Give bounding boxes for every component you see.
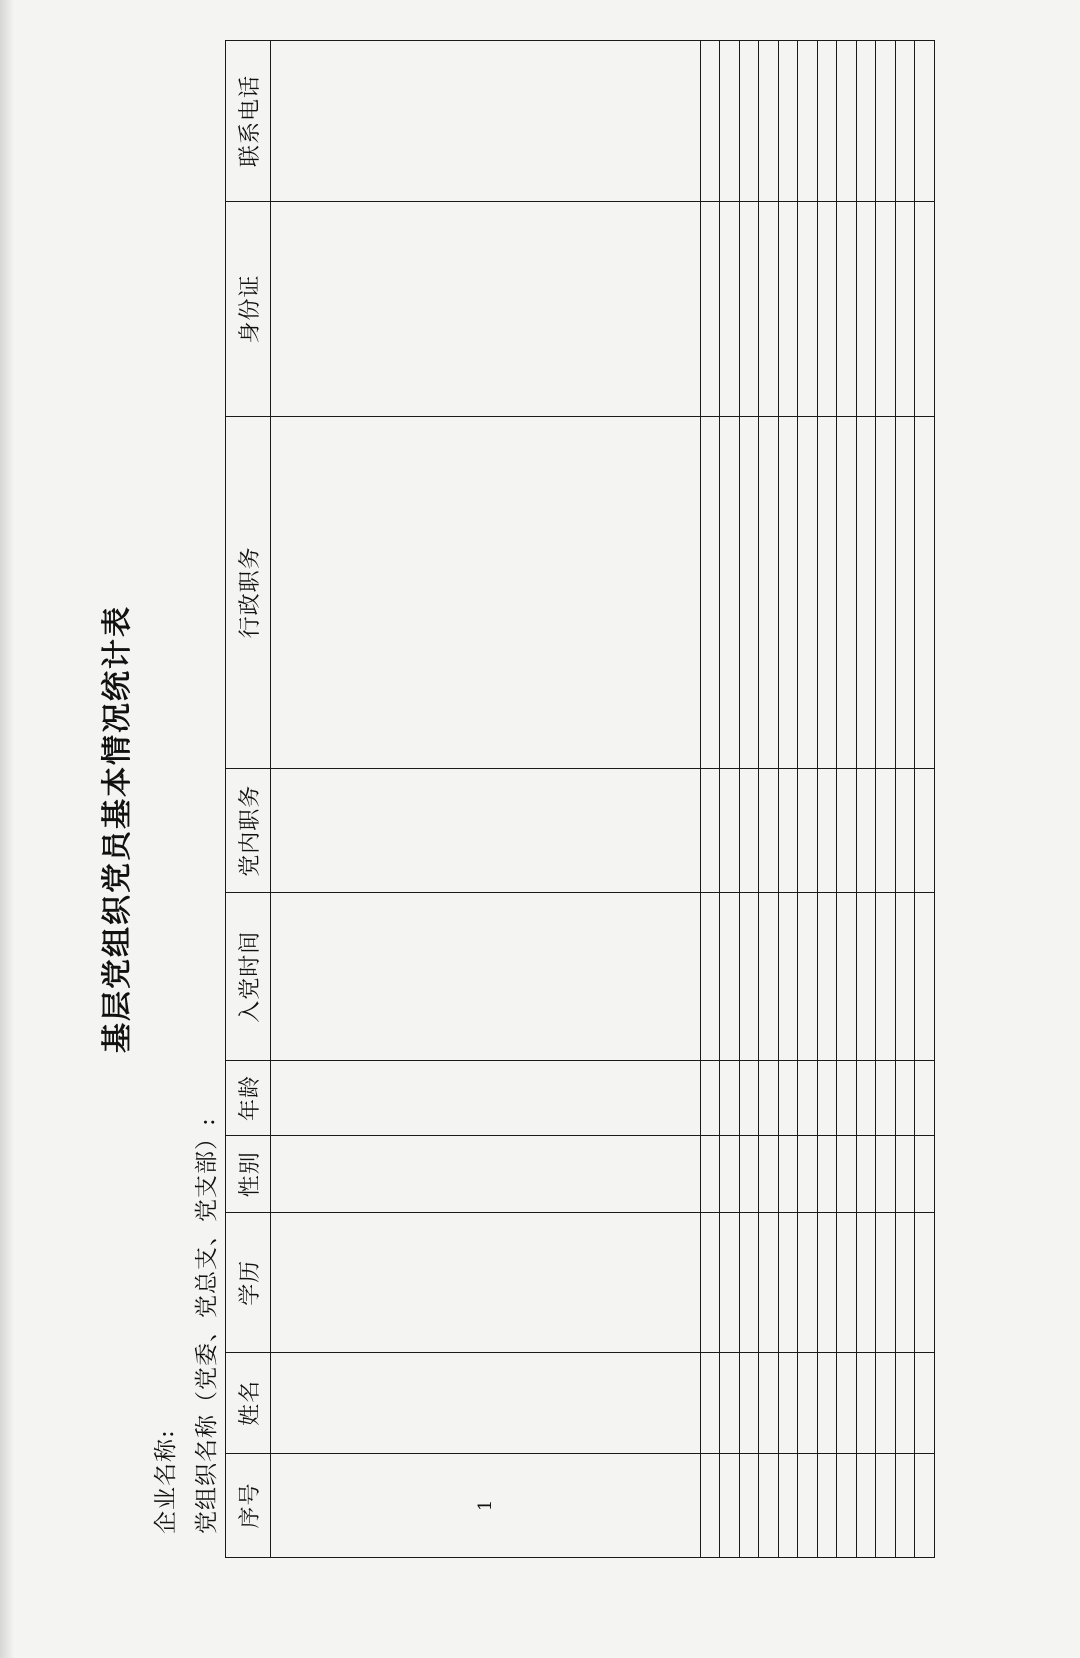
- table-row: [817, 41, 837, 1558]
- table-cell: [856, 1352, 876, 1453]
- col-header-admin-position: 行政职务: [226, 416, 271, 768]
- table-cell: [720, 202, 740, 417]
- table-cell: [895, 202, 915, 417]
- table-cell: [817, 1352, 837, 1453]
- table-cell: [837, 202, 857, 417]
- table-cell: [876, 416, 896, 768]
- table-cell: [837, 416, 857, 768]
- table-cell: [778, 202, 798, 417]
- table-cell: [895, 1352, 915, 1453]
- table-cell: [778, 1213, 798, 1353]
- table-cell: [700, 768, 720, 893]
- col-header-phone: 联系电话: [226, 41, 271, 202]
- table-row: [739, 41, 759, 1558]
- table-cell: [271, 416, 701, 768]
- table-cell: [759, 768, 779, 893]
- table-cell: [895, 768, 915, 893]
- table-row: [876, 41, 896, 1558]
- table-cell: [720, 893, 740, 1060]
- table-cell: [700, 893, 720, 1060]
- table-cell-index: [915, 1453, 935, 1557]
- table-cell: [798, 41, 818, 202]
- table-cell: [778, 416, 798, 768]
- table-row: [895, 41, 915, 1558]
- table-row: [856, 41, 876, 1558]
- table-cell-index: [895, 1453, 915, 1557]
- table-cell: [915, 768, 935, 893]
- table-cell: [271, 1352, 701, 1453]
- table-cell: [739, 41, 759, 202]
- table-cell: [915, 893, 935, 1060]
- col-header-index: 序号: [226, 1453, 271, 1557]
- table-cell: [700, 1136, 720, 1213]
- member-statistics-table: [225, 40, 935, 1558]
- table-cell: [739, 1136, 759, 1213]
- table-cell: [700, 202, 720, 417]
- table-cell: [739, 202, 759, 417]
- table-cell: [739, 416, 759, 768]
- table-cell-index: [759, 1453, 779, 1557]
- table-cell: [876, 1136, 896, 1213]
- table-cell: [271, 893, 701, 1060]
- table-cell: [915, 202, 935, 417]
- table-cell: [876, 1352, 896, 1453]
- col-header-party-position: 党内职务: [226, 768, 271, 893]
- table-cell-index: [817, 1453, 837, 1557]
- table-cell: [759, 1060, 779, 1135]
- table-cell: [895, 1060, 915, 1135]
- table-cell: [720, 1136, 740, 1213]
- table-body: [271, 41, 935, 1558]
- table-row: [271, 41, 701, 1558]
- table-cell: [856, 1136, 876, 1213]
- col-header-gender: 性别: [226, 1136, 271, 1213]
- table-cell: [700, 416, 720, 768]
- col-header-education: 学历: [226, 1213, 271, 1353]
- table-cell: [856, 41, 876, 202]
- table-cell: [798, 416, 818, 768]
- table-cell: [915, 41, 935, 202]
- table-cell: [271, 1060, 701, 1135]
- table-cell: [837, 1213, 857, 1353]
- table-cell-index: [700, 1453, 720, 1557]
- table-cell: [817, 1213, 837, 1353]
- table-cell: [759, 1136, 779, 1213]
- table-cell: [720, 768, 740, 893]
- table-cell: [271, 1136, 701, 1213]
- table-cell: [895, 1213, 915, 1353]
- table-cell: [271, 1213, 701, 1353]
- col-header-id-card: 身份证: [226, 202, 271, 417]
- party-org-name-label: 党组织名称（党委、党总支、党支部）:: [194, 1117, 220, 1534]
- table-cell: [876, 41, 896, 202]
- table-cell: [856, 202, 876, 417]
- table-cell: [876, 1213, 896, 1353]
- table-cell: [876, 893, 896, 1060]
- table-cell: [817, 416, 837, 768]
- table-cell: [798, 1060, 818, 1135]
- table-row: [700, 41, 720, 1558]
- table-row: [759, 41, 779, 1558]
- table-cell: [817, 41, 837, 202]
- table-cell-index: [856, 1453, 876, 1557]
- table-cell: [798, 1213, 818, 1353]
- table-cell: [876, 202, 896, 417]
- table-cell: [798, 768, 818, 893]
- table-cell: [798, 1352, 818, 1453]
- table-cell: [915, 416, 935, 768]
- document-title: 基层党组织党员基本情况统计表: [100, 605, 135, 1053]
- table-cell: [778, 893, 798, 1060]
- table-cell: [817, 1060, 837, 1135]
- table-cell: [837, 1352, 857, 1453]
- col-header-name: 姓名: [226, 1352, 271, 1453]
- table-cell: [778, 768, 798, 893]
- table-cell: [739, 893, 759, 1060]
- table-cell: [817, 1136, 837, 1213]
- table-cell: [856, 1213, 876, 1353]
- table-cell: [759, 416, 779, 768]
- table-cell: [837, 1136, 857, 1213]
- table-cell: [739, 1213, 759, 1353]
- table-cell: [837, 893, 857, 1060]
- table-cell: [817, 202, 837, 417]
- table-cell: [876, 1060, 896, 1135]
- table-cell: [720, 416, 740, 768]
- table-cell: [895, 41, 915, 202]
- table-cell: [739, 768, 759, 893]
- table-cell: [837, 1060, 857, 1135]
- table-cell: [700, 1213, 720, 1353]
- table-cell: [759, 893, 779, 1060]
- table-cell-index: 1: [271, 1453, 701, 1557]
- table-row: [798, 41, 818, 1558]
- table-cell-index: [798, 1453, 818, 1557]
- table-cell: [817, 893, 837, 1060]
- table-cell: [778, 41, 798, 202]
- table-cell: [271, 41, 701, 202]
- table-cell: [271, 202, 701, 417]
- table-cell: [798, 202, 818, 417]
- table-cell-index: [876, 1453, 896, 1557]
- table-cell: [856, 768, 876, 893]
- table-cell: [915, 1060, 935, 1135]
- table-cell: [778, 1060, 798, 1135]
- col-header-join-date: 入党时间: [226, 893, 271, 1060]
- table-cell: [720, 1213, 740, 1353]
- table-cell: [739, 1352, 759, 1453]
- table-cell-index: [739, 1453, 759, 1557]
- table-cell: [759, 41, 779, 202]
- table-cell: [700, 41, 720, 202]
- table-cell-index: [837, 1453, 857, 1557]
- table-cell: [856, 416, 876, 768]
- table-cell: [856, 1060, 876, 1135]
- table-cell-index: [778, 1453, 798, 1557]
- table-cell: [759, 1352, 779, 1453]
- table-cell: [778, 1136, 798, 1213]
- table-cell: [759, 202, 779, 417]
- table-row: [720, 41, 740, 1558]
- table-cell: [739, 1060, 759, 1135]
- table-cell: [837, 41, 857, 202]
- table-cell: [798, 893, 818, 1060]
- table-cell: [915, 1136, 935, 1213]
- table-cell: [271, 768, 701, 893]
- table-cell: [778, 1352, 798, 1453]
- table-cell: [817, 768, 837, 893]
- table-cell: [700, 1060, 720, 1135]
- table-row: [778, 41, 798, 1558]
- table-cell: [798, 1136, 818, 1213]
- table-row: [837, 41, 857, 1558]
- table-cell: [876, 768, 896, 893]
- table-cell: [895, 893, 915, 1060]
- table-cell: [895, 1136, 915, 1213]
- col-header-age: 年龄: [226, 1060, 271, 1135]
- table-cell: [720, 1060, 740, 1135]
- table-cell: [856, 893, 876, 1060]
- table-row: [915, 41, 935, 1558]
- table-cell: [837, 768, 857, 893]
- table-cell: [895, 416, 915, 768]
- company-name-label: 企业名称:: [153, 1429, 179, 1534]
- table-cell: [700, 1352, 720, 1453]
- table-cell: [720, 41, 740, 202]
- table-cell: [759, 1213, 779, 1353]
- table-header-row: [226, 41, 271, 1558]
- table-cell: [915, 1352, 935, 1453]
- table-cell-index: [720, 1453, 740, 1557]
- table-cell: [720, 1352, 740, 1453]
- table-cell: [915, 1213, 935, 1353]
